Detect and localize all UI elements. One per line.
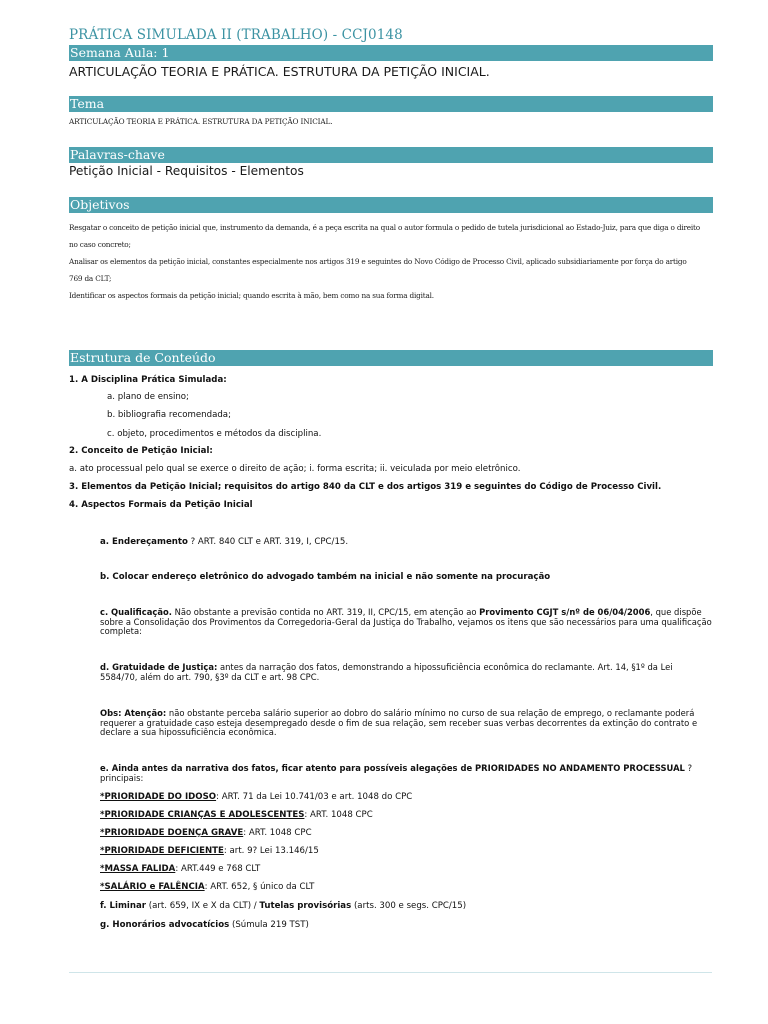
aspect-d	[100, 663, 712, 682]
priority-massa-falida-label: *MASSA FALIDA	[100, 864, 176, 874]
priority-idoso-text: : ART. 71 da Lei 10.741/03 e art. 1048 do CPC	[216, 792, 413, 802]
lesson-title: ARTICULAÇÃO TEORIA E PRÁTICA. ESTRUTURA DA PETIÇÃO INICIAL.	[69, 64, 490, 79]
aspect-g	[100, 920, 309, 930]
priority-massa-falida-text: : ART.449 e 768 CLT	[175, 864, 261, 874]
aspect-e	[100, 764, 712, 783]
content-item-1a: a. plano de ensino;	[107, 392, 189, 402]
aspect-f	[100, 901, 466, 911]
priority-doenca-label: *PRIORIDADE DOENÇA GRAVE	[100, 828, 244, 838]
aspect-c	[100, 608, 712, 637]
objetivos-list	[69, 219, 700, 304]
aspect-b-label: b. Colocar endereço eletrônico do advogado também na inicial e não somente na procuração	[100, 572, 551, 582]
aspect-a-label: a. Endereçamento	[100, 537, 188, 547]
objetivo-line: Resgatar o conceito de petição inicial que, instrumento da demanda, é a peça escrita na qual o autor formula o pedido de tutela jurisdicional ao Estado-Juiz, para que diga o direito	[69, 223, 700, 232]
content-item-1b: b. bibliografia recomendada;	[107, 410, 231, 420]
tema-heading: Tema	[69, 96, 713, 112]
aspect-c-provimento: Provimento CGJT s/nº de 06/04/2006	[479, 607, 651, 617]
palavras-chave-heading: Palavras-chave	[69, 147, 713, 163]
objetivo-line: no caso concreto;	[69, 240, 131, 249]
priority-deficiente-text: : art. 9? Lei 13.146/15	[223, 846, 319, 856]
aspect-f-text2: (arts. 300 e segs. CPC/15)	[351, 901, 467, 911]
item-1-label: 1. A Disciplina Prática Simulada:	[69, 375, 227, 385]
content-item-3	[69, 482, 661, 492]
priority-criancas-label: *PRIORIDADE CRIANÇAS E ADOLESCENTES	[100, 810, 305, 820]
priority-idoso	[100, 792, 412, 802]
priority-salario-falencia	[100, 882, 314, 892]
aspect-c-text: Não obstante a previsão contida no ART. 319, II, CPC/15, em atenção ao	[171, 607, 480, 617]
aspect-f-tutelas: Tutelas provisórias	[259, 901, 352, 911]
priority-criancas	[100, 810, 373, 820]
priority-massa-falida	[100, 864, 260, 874]
priority-deficiente	[100, 846, 319, 856]
content-item-1c: c. objeto, procedimentos e métodos da disciplina.	[107, 429, 322, 439]
aspect-e-label: e. Ainda antes da narrativa dos fatos, ficar atento para possíveis alegações de PRIORIDADES NO ANDAMENTO PROCESSUAL	[100, 763, 685, 773]
priority-doenca	[100, 828, 312, 838]
aspect-a	[100, 537, 348, 547]
priority-criancas-text: : ART. 1048 CPC	[304, 810, 373, 820]
obs-label: Obs: Atenção:	[100, 708, 167, 718]
aspect-a-text: ? ART. 840 CLT e ART. 319, I, CPC/15.	[187, 537, 349, 547]
keywords-text: Petição Inicial - Requisitos - Elementos	[69, 164, 304, 178]
objetivo-line: Analisar os elementos da petição inicial, constantes especialmente nos artigos 319 e seguintes do Novo Código de Processo Civil, aplicado subsidiariamente por força do artigo	[69, 257, 687, 266]
objetivo-line: 769 da CLT;	[69, 274, 112, 283]
item-3-label: 3. Elementos da Petição Inicial; requisitos do artigo 840 da CLT e dos artigos 319 e seguintes do Código de Processo Civil.	[69, 482, 662, 492]
priority-salario-falencia-label: *SALÁRIO e FALÊNCIA	[100, 882, 205, 892]
aspect-f-text: (art. 659, IX e X da CLT) /	[146, 901, 260, 911]
item-2-label: 2. Conceito de Petição Inicial:	[69, 446, 213, 456]
priority-doenca-text: : ART. 1048 CPC	[243, 828, 312, 838]
aspect-c-text2: , que dispõe sobre a Consolidação dos Provimentos da Corregedoria-Geral da Justiça do Trabalho, vejamos os itens que são necessários para uma qualificação completa:	[100, 607, 712, 637]
objetivo-line: Identificar os aspectos formais da petição inicial; quando escrita à mão, bem como na sua forma digital.	[69, 291, 434, 300]
week-label-bar: Semana Aula: 1	[69, 45, 713, 61]
obs-text: não obstante perceba salário superior ao dobro do salário mínimo no curso de sua relação de emprego, o reclamante poderá requerer a gratuidade caso esteja desempregado desde o fim de sua relação, sem receber suas verbas decorrentes da extinção do contrato e declare a sua hipossuficiência econômica.	[100, 708, 698, 738]
course-title: PRÁTICA SIMULADA II (TRABALHO) - CCJ0148	[69, 27, 403, 43]
aspect-g-label: g. Honorários advocatícios	[100, 920, 230, 930]
content-item-1	[69, 375, 227, 385]
content-item-2	[69, 446, 213, 456]
priority-salario-falencia-text: : ART. 652, § único da CLT	[204, 882, 315, 892]
item-4-label: 4. Aspectos Formais da Petição Inicial	[69, 500, 253, 510]
footer-divider	[69, 972, 712, 973]
aspect-d-text: antes da narração dos fatos, demonstrando a hipossuficiência econômica do reclamante. Art. 14, §1º da Lei 5584/70, além do art. 790, §3º da CLT e art. 98 CPC.	[100, 662, 673, 682]
estrutura-heading: Estrutura de Conteúdo	[69, 350, 713, 366]
aspect-g-text: (Súmula 219 TST)	[229, 920, 309, 930]
aspect-d-label: d. Gratuidade de Justiça:	[100, 662, 218, 672]
aspect-e-text: ? principais:	[100, 763, 693, 783]
priority-deficiente-label: *PRIORIDADE DEFICIENTE	[100, 846, 224, 856]
obs-note	[100, 709, 712, 738]
aspect-f-label: f. Liminar	[100, 901, 147, 911]
priority-idoso-label: *PRIORIDADE DO IDOSO	[100, 792, 217, 802]
aspect-c-label: c. Qualificação.	[100, 607, 172, 617]
objetivos-heading: Objetivos	[69, 197, 713, 213]
content-item-2-text: a. ato processual pelo qual se exerce o direito de ação; i. forma escrita; ii. veiculada por meio eletrônico.	[69, 464, 521, 474]
aspect-b	[100, 572, 550, 582]
content-item-4	[69, 500, 253, 510]
tema-text: ARTICULAÇÃO TEORIA E PRÁTICA. ESTRUTURA DA PETIÇÃO INICIAL.	[69, 117, 333, 126]
